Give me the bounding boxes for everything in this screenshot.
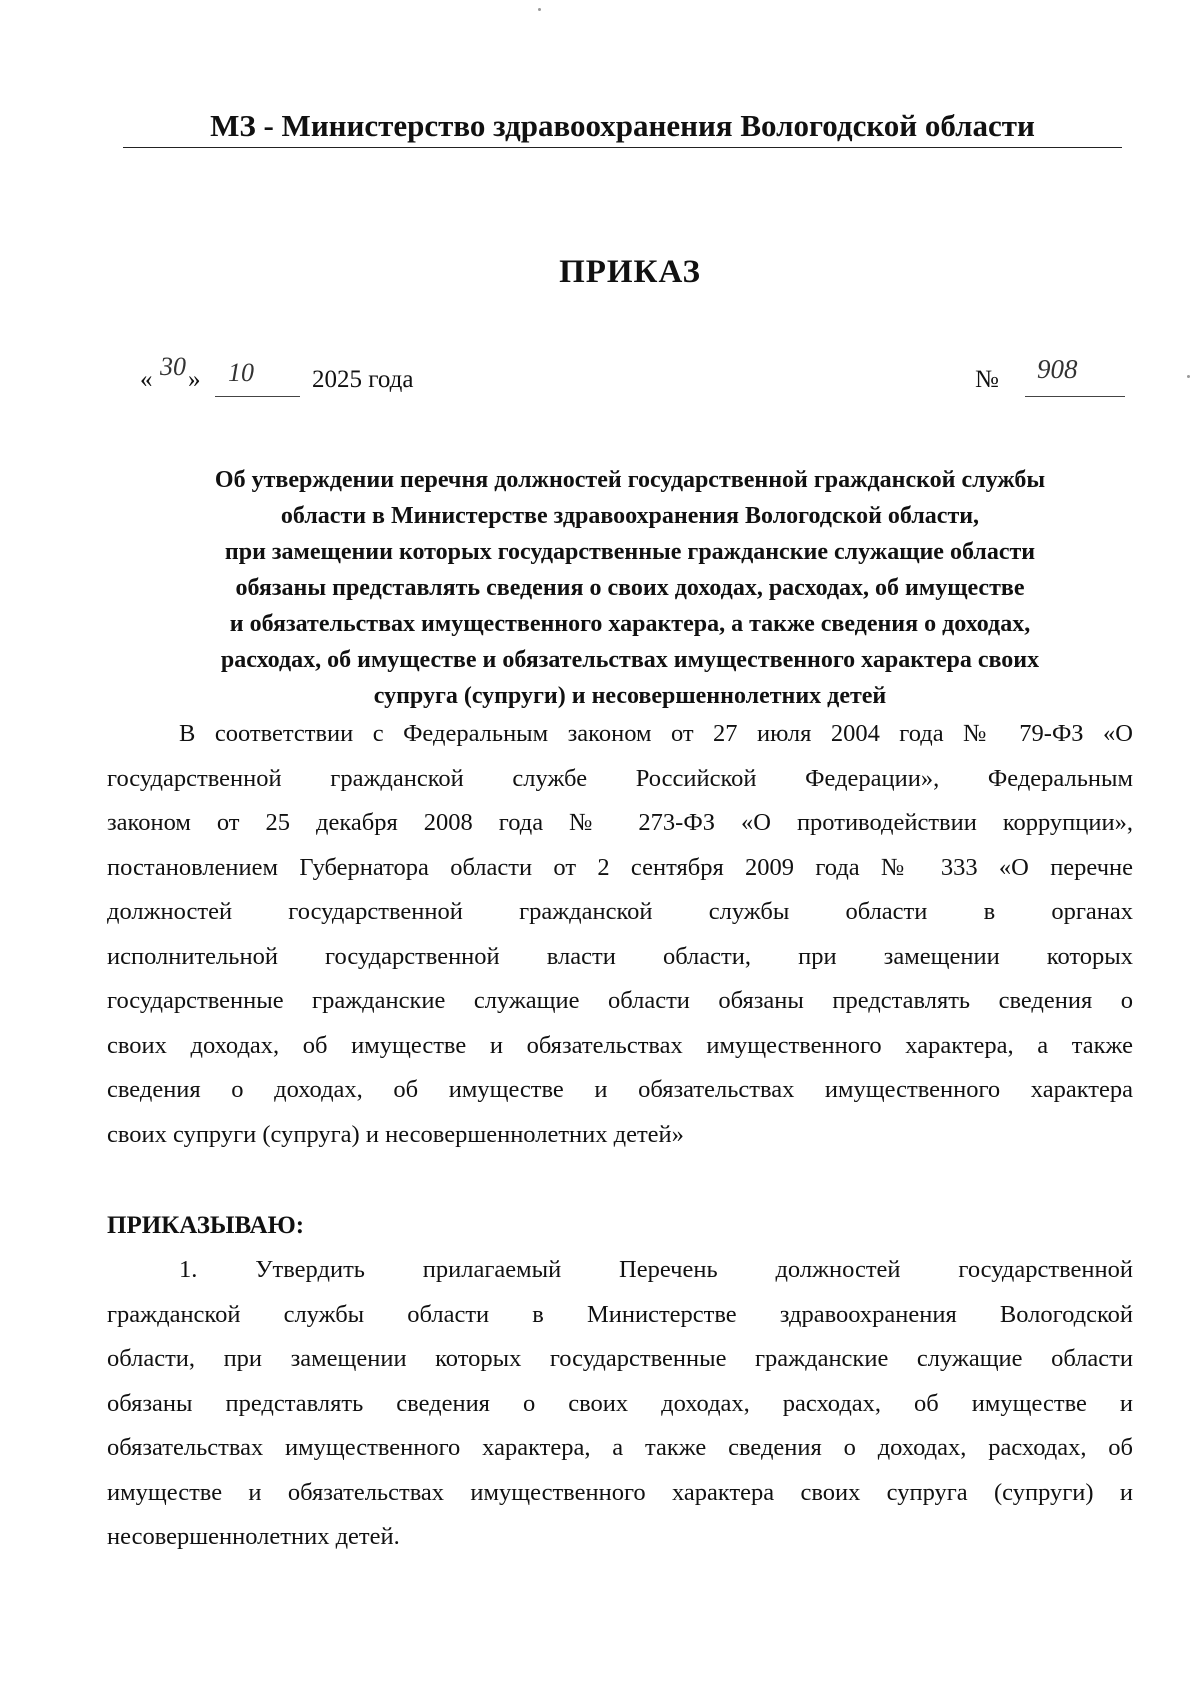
preamble-line: В соответствии с Федеральным законом от 27 июля 2004 года № 79-ФЗ «О [179,720,1133,747]
preamble-line: своих доходах, об имуществе и обязательствах имущественного характера, а также [107,1031,1133,1059]
point1-line: обязаны представлять сведения о своих доходах, расходах, об имуществе и [107,1389,1133,1417]
preamble-line: постановлением Губернатора области от 2 сентября 2009 года № 333 «О перечне [107,853,1133,881]
title-line: обязаны представлять сведения о своих доходах, расходах, об имуществе [235,575,1025,601]
date-month-underline [215,396,300,397]
date-day-handwritten: 30 [160,352,186,381]
order-directive-word: ПРИКАЗЫВАЮ: [107,1212,305,1239]
document-type-title: ПРИКАЗ [559,254,701,290]
title-line: области в Министерстве здравоохранения Вологодской области, [280,503,980,529]
scan-dot-right [1187,375,1190,378]
order-point-1 [107,1248,1133,1560]
preamble-line: сведения о доходах, об имуществе и обязательствах имущественного характера [107,1076,1133,1103]
point1-line: гражданской службы области в Министерстве здравоохранения Вологодской [107,1300,1133,1328]
title-line: супруга (супруги) и несовершеннолетних детей [373,683,887,709]
preamble-line: государственные гражданские служащие области обязаны представлять сведения о [107,987,1133,1014]
preamble-line: законом от 25 декабря 2008 года № 273-ФЗ «О противодействии коррупции», [107,809,1133,836]
preamble-line: государственной гражданской службе Российской Федерации», Федеральным [107,764,1133,792]
point1-line: обязательствах имущественного характера, а также сведения о доходах, расходах, об [107,1434,1133,1461]
date-open-quote: « [140,366,153,393]
title-line: Об утверждении перечня должностей государственной гражданской службы [214,467,1046,493]
title-line: при замещении которых государственные гражданские служащие области [224,539,1036,565]
title-line: и обязательствах имущественного характера, а также сведения о доходах, [229,611,1031,637]
preamble-line: исполнительной государственной власти области, при замещении которых [107,942,1133,970]
date-year: 2025 года [312,366,414,393]
preamble-line: должностей государственной гражданской службы области в органах [107,898,1133,925]
number-underline [1025,396,1125,397]
preamble-paragraph [107,712,1133,1157]
organization-header: МЗ - Министерство здравоохранения Вологодской области [123,108,1122,148]
number-handwritten: 908 [1037,354,1078,384]
point1-line: 1. Утвердить прилагаемый Перечень должностей государственной [179,1256,1133,1283]
document-number [975,354,1125,402]
point1-line: имуществе и обязательствах имущественного характера своих супруга (супруги) и [107,1478,1133,1506]
point1-line: области, при замещении которых государственные гражданские служащие области [107,1345,1133,1372]
point1-line: несовершеннолетних детей. [107,1523,400,1550]
number-sign: № [975,366,999,393]
date-month-handwritten: 10 [228,358,254,387]
document-date [140,352,460,402]
preamble-line: своих супруги (супруга) и несовершеннолетних детей» [107,1120,684,1148]
title-line: расходах, об имуществе и обязательствах имущественного характера своих [220,647,1040,673]
document-subject-title [120,462,1140,714]
scan-dot-top [538,8,541,11]
date-close-quote: » [188,366,201,393]
